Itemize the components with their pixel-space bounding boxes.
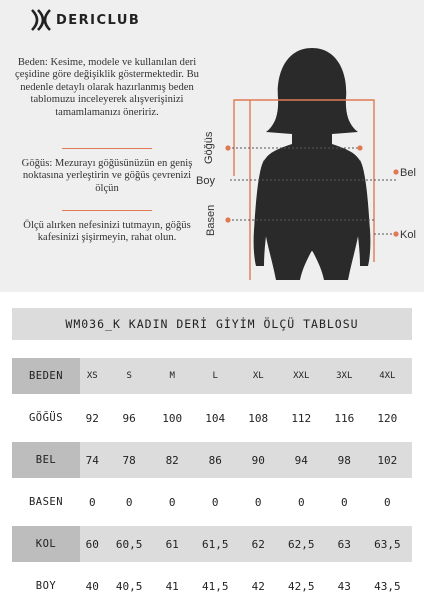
value-cell: 41 [165,579,179,593]
value-cell: 61 [154,526,191,562]
value-cell: 120 [377,411,398,425]
value-cell: 92 [85,411,99,425]
value-cell: 104 [205,411,226,425]
size-header-cell: 4XL [363,358,412,394]
row-label-cell: KOL [12,526,80,562]
table-row [12,526,412,562]
value-cell: 0 [297,495,305,509]
value-cell: 43 [337,579,351,593]
value-cell: 60,5 [105,526,154,562]
label-gogus: Göğüs [203,131,215,164]
value-cell: 78 [105,442,154,478]
size-header-cell: L [191,358,240,394]
value-cell: 63,5 [363,526,412,562]
value-cell: 108 [248,411,269,425]
table-header-row [12,358,412,394]
value-cell: 112 [291,411,312,425]
size-header-cell: XXL [277,358,326,394]
description-paragraph-2: Göğüs: Mezurayı göğüsünüzün en geniş noktasına yerleştirin ve göğüs çevrenizi ölçün [21,158,193,194]
size-header-cell: XL [240,358,277,394]
table-header-label: BEDEN [12,358,80,394]
table-row [12,568,412,604]
label-bel: Bel [400,167,416,179]
value-cell: 98 [326,442,363,478]
value-cell: 100 [162,411,183,425]
value-cell: 102 [363,442,412,478]
row-label-cell: BASEN [12,484,80,520]
value-cell: 0 [125,495,133,509]
table-row [12,442,412,478]
label-kol: Kol [400,229,416,241]
value-cell: 86 [191,442,240,478]
size-header-cell: M [154,358,191,394]
value-cell: 94 [277,442,326,478]
brand-name: DERICLUB [56,12,141,28]
value-cell: 0 [254,495,262,509]
brand-logo-icon [30,8,52,32]
value-cell: 116 [334,411,355,425]
value-cell: 40 [85,579,99,593]
divider [62,148,152,149]
label-basen: Basen [205,204,217,236]
row-label-cell: BEL [12,442,80,478]
divider [62,210,152,211]
value-cell: 82 [154,442,191,478]
value-cell: 42 [251,579,265,593]
value-cell: 74 [80,442,105,478]
brand-logo [30,8,140,32]
table-row [12,400,412,436]
value-cell: 0 [384,495,391,509]
row-label-cell: BOY [12,568,80,604]
body-measurement-figure [196,40,424,292]
woman-silhouette-icon [254,48,371,280]
row-label-cell: GÖĞÜS [12,400,80,436]
value-cell: 0 [168,495,176,509]
value-cell: 40,5 [115,579,143,593]
info-panel [0,0,424,292]
value-cell: 62,5 [277,526,326,562]
value-cell: 0 [211,495,219,509]
size-table [12,358,412,604]
description-paragraph-1: Beden: Kesime, modele ve kullanılan deri çeşidine göre değişiklik göstermektedir. Bu nedenle detaylı olarak hazırlanmış beden tablomuzu inceleyerek alışverişinizi tamamlamanızı öneririz. [15,57,199,118]
size-header-cell: 3XL [326,358,363,394]
value-cell: 96 [122,411,136,425]
value-cell: 0 [88,495,96,509]
value-cell: 0 [340,495,348,509]
value-cell: 41,5 [201,579,229,593]
size-header-cell: XS [80,358,105,394]
value-cell: 42,5 [288,579,315,593]
value-cell: 60 [80,526,105,562]
value-cell: 43,5 [374,579,401,593]
value-cell: 61,5 [191,526,240,562]
table-row [12,484,412,520]
description-paragraph-3: Ölçü alırken nefesinizi tutmayın, göğüs kafesinizi şişirmeyin, rahat olun. [23,220,191,244]
size-header-cell: S [105,358,154,394]
value-cell: 90 [240,442,277,478]
table-title: WM036_K KADIN DERİ GİYİM ÖLÇÜ TABLOSU [12,308,412,340]
value-cell: 62 [240,526,277,562]
label-boy: Boy [196,175,215,187]
value-cell: 63 [326,526,363,562]
